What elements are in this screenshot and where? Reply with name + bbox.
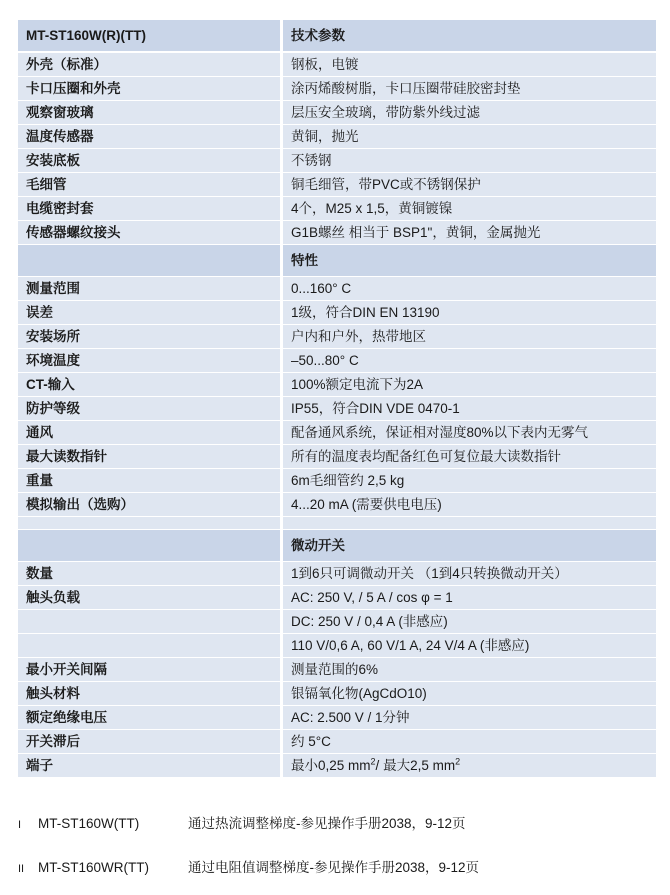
feature-row-value: 配备通风系统，保证相对湿度80%以下表内无雾气 <box>280 421 656 445</box>
switch-row <box>18 682 656 706</box>
feature-row <box>18 277 656 301</box>
feature-row-label: 安装场所 <box>18 325 280 349</box>
tech-row-value: 不锈钢 <box>280 149 656 173</box>
note-2-mark: II <box>18 863 25 875</box>
contact-load-row <box>18 586 656 610</box>
note-2-model: MT-ST160WR(TT) <box>38 860 149 875</box>
tech-row-value: 铜毛细管，带PVC或不锈钢保护 <box>280 173 656 197</box>
feature-row-label: 防护等级 <box>18 397 280 421</box>
feature-row-value: 4...20 mA (需要供电电压) <box>280 493 656 517</box>
switch-quantity-row <box>18 562 656 586</box>
feature-row-label: 最大读数指针 <box>18 445 280 469</box>
tech-row <box>18 197 656 221</box>
note-1-model: MT-ST160W(TT) <box>38 816 140 831</box>
feature-row-value: 6m毛细管约 2,5 kg <box>280 469 656 493</box>
tech-row <box>18 53 656 77</box>
tech-row-label: 卡口压圈和外壳 <box>18 77 280 101</box>
note-1 <box>18 812 466 832</box>
terminal-separator: / <box>375 758 380 773</box>
tech-row <box>18 173 656 197</box>
feature-row-value: 户内和户外，热带地区 <box>280 325 656 349</box>
contact-load-line: 110 V/0,6 A, 60 V/1 A, 24 V/4 A (非感应) <box>280 634 656 658</box>
tech-row-value: 层压安全玻璃，带防紫外线过滤 <box>280 101 656 125</box>
tech-row <box>18 221 656 245</box>
table-header <box>18 20 656 53</box>
feature-row-value: IP55，符合DIN VDE 0470-1 <box>280 397 656 421</box>
tech-row <box>18 77 656 101</box>
tech-row <box>18 125 656 149</box>
tech-row-label: 安装底板 <box>18 149 280 173</box>
feature-row-label: CT-输入 <box>18 373 280 397</box>
switch-row-value: 约 5°C <box>280 730 656 754</box>
feature-row <box>18 469 656 493</box>
section-features-title: 特性 <box>280 245 656 277</box>
model-header: MT-ST160W(R)(TT) <box>18 20 280 53</box>
section-features <box>18 245 656 277</box>
tech-row-label: 传感器螺纹接头 <box>18 221 280 245</box>
feature-row <box>18 445 656 469</box>
note-2-text: 通过电阻值调整梯度-参见操作手册2038，9-12页 <box>188 860 480 875</box>
tech-row-label: 外壳（标准） <box>18 53 280 77</box>
terminal-max-exp: 2 <box>455 756 461 767</box>
switch-row-label: 触头材料 <box>18 682 280 706</box>
feature-row-label: 误差 <box>18 301 280 325</box>
feature-row-value: 1级，符合DIN EN 13190 <box>280 301 656 325</box>
terminal-label: 端子 <box>18 754 280 778</box>
terminal-min: 最小0,25 mm <box>291 758 371 773</box>
feature-row-label: 测量范围 <box>18 277 280 301</box>
switch-row-value: 银镉氧化物(AgCdO10) <box>280 682 656 706</box>
switch-row <box>18 730 656 754</box>
feature-row-label: 模拟输出（选购） <box>18 493 280 517</box>
feature-row-label: 环境温度 <box>18 349 280 373</box>
switch-row-label: 开关滞后 <box>18 730 280 754</box>
contact-load-label <box>18 634 280 658</box>
spec-table <box>18 20 656 778</box>
tech-row-value: 4个，M25 x 1,5，黄铜镀镍 <box>280 197 656 221</box>
tech-row-value: 涂丙烯酸树脂，卡口压圈带硅胶密封垫 <box>280 77 656 101</box>
switch-row-value: 测量范围的6% <box>280 658 656 682</box>
contact-load-row <box>18 610 656 634</box>
tech-row-label: 温度传感器 <box>18 125 280 149</box>
feature-row-value: 100%额定电流下为2A <box>280 373 656 397</box>
feature-row <box>18 373 656 397</box>
switch-row-label: 额定绝缘电压 <box>18 706 280 730</box>
feature-row <box>18 325 656 349</box>
feature-row <box>18 349 656 373</box>
terminal-value <box>280 754 656 778</box>
contact-load-line: DC: 250 V / 0,4 A (非感应) <box>280 610 656 634</box>
feature-row-label: 通风 <box>18 421 280 445</box>
spacer-row <box>18 517 656 530</box>
feature-row <box>18 421 656 445</box>
switch-row <box>18 706 656 730</box>
terminal-min-exp: 2 <box>370 756 376 767</box>
feature-row-value: –50...80° C <box>280 349 656 373</box>
note-1-mark: I <box>18 819 22 831</box>
tech-row-value: 黄铜，抛光 <box>280 125 656 149</box>
section-microswitch-blank <box>18 530 280 562</box>
feature-row <box>18 493 656 517</box>
tech-row-value: G1B螺丝 相当于 BSP1"，黄铜，金属抛光 <box>280 221 656 245</box>
terminal-max: 最大2,5 mm <box>383 758 456 773</box>
tech-row-label: 观察窗玻璃 <box>18 101 280 125</box>
section-microswitch-title: 微动开关 <box>280 530 656 562</box>
feature-row <box>18 397 656 421</box>
switch-row-value: AC: 2.500 V / 1分钟 <box>280 706 656 730</box>
contact-load-label <box>18 610 280 634</box>
switch-row-label: 最小开关间隔 <box>18 658 280 682</box>
feature-row <box>18 301 656 325</box>
section-features-blank <box>18 245 280 277</box>
tech-params-header: 技术参数 <box>280 20 656 53</box>
tech-row-label: 毛细管 <box>18 173 280 197</box>
contact-load-line: AC: 250 V, / 5 A / cos φ = 1 <box>280 586 656 610</box>
feature-row-value: 所有的温度表均配备红色可复位最大读数指针 <box>280 445 656 469</box>
switch-row <box>18 658 656 682</box>
switch-quantity-row-value: 1到6只可调微动开关 （1到4只转换微动开关） <box>280 562 656 586</box>
note-1-text: 通过热流调整梯度-参见操作手册2038，9-12页 <box>188 816 466 831</box>
feature-row-label: 重量 <box>18 469 280 493</box>
terminal-row <box>18 754 656 778</box>
tech-row <box>18 149 656 173</box>
note-2 <box>18 856 479 876</box>
contact-load-label: 触头负载 <box>18 586 280 610</box>
switch-quantity-row-label: 数量 <box>18 562 280 586</box>
tech-row-label: 电缆密封套 <box>18 197 280 221</box>
contact-load-row <box>18 634 656 658</box>
tech-row-value: 钢板，电镀 <box>280 53 656 77</box>
tech-row <box>18 101 656 125</box>
section-microswitch <box>18 530 656 562</box>
feature-row-value: 0...160° C <box>280 277 656 301</box>
